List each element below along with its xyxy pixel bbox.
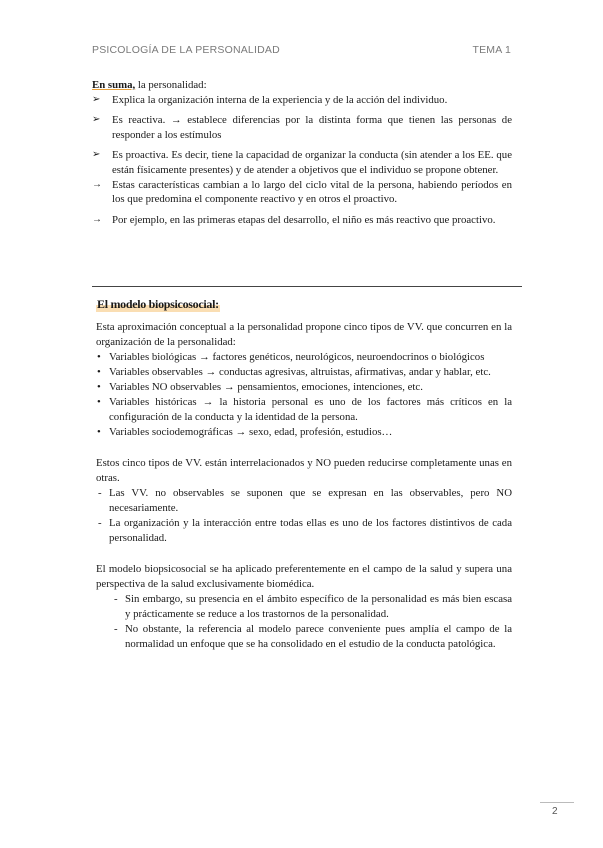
bullet-icon: • [97, 381, 101, 393]
variable-item [96, 395, 512, 425]
bullet-icon: • [97, 396, 101, 408]
section-divider [92, 286, 522, 287]
variable-text: Variables históricas → la historia personal es uno de los factores más críticos en la configuración de la conducta y la identidad de la persona. [109, 396, 512, 423]
summary-title-rest: la personalidad: [135, 79, 207, 91]
dash-icon: - [98, 487, 102, 499]
dash-icon: - [114, 593, 118, 605]
health-paragraph: El modelo biopsicosocial se ha aplicado preferentemente en el campo de la salud y supera una perspectiva de la salud exclusivamente biomédica. [96, 563, 512, 590]
arrow-icon: → [92, 178, 102, 190]
variable-item [96, 425, 512, 440]
summary-item [92, 148, 512, 177]
arrowhead-icon: ➢ [92, 114, 101, 126]
summary-title-bold: En suma, [92, 79, 136, 91]
page-number: 2 [552, 806, 558, 817]
variable-text: Variables NO observables → pensamientos, emociones, intenciones, etc. [109, 381, 423, 393]
section-title: El modelo biopsicosocial: [97, 297, 219, 311]
variable-item [96, 350, 512, 365]
health-item [112, 592, 512, 622]
section-intro: Esta aproximación conceptual a la personalidad propone cinco tipos de VV. que concurren en la organización de la personalidad: [96, 321, 512, 348]
interrelation-item [96, 516, 512, 546]
summary-item-text: Es proactiva. Es decir, tiene la capacidad de organizar la conducta (sin atender a los EE. que están físicamente presentes) y de atender a objetivos que el individuo se propone obtener. [112, 149, 512, 176]
summary-list [92, 93, 512, 228]
page-header [92, 44, 511, 56]
summary-title [92, 78, 512, 93]
health-text: Sin embargo, su presencia en el ámbito específico de la personalidad es más bien escasa y prácticamente se reduce a los trastornos de la personalidad. [125, 593, 512, 620]
interrelation-paragraph: Estos cinco tipos de VV. están interrelacionados y NO pueden reducirse completamente unas en otras. [96, 457, 512, 484]
variable-text: Variables biológicas → factores genéticos, neurológicos, neuroendocrinos o biológicos [109, 351, 485, 363]
health-list [112, 592, 512, 652]
variable-item [96, 380, 512, 395]
summary-item-text: Explica la organización interna de la experiencia y de la acción del individuo. [112, 93, 448, 106]
interrelation-text: Las VV. no observables se suponen que se expresan en las observables, pero NO necesariamente. [109, 487, 512, 514]
dash-icon: - [98, 517, 102, 529]
variables-list [96, 350, 512, 440]
health-text: No obstante, la referencia al modelo parece conveniente pues amplía el campo de la normalidad un enfoque que se ha consolidado en el estudio de la conducta patológica. [125, 623, 512, 650]
bullet-icon: • [97, 351, 101, 363]
arrowhead-icon: ➢ [92, 93, 101, 105]
summary-item-text: Por ejemplo, en las primeras etapas del desarrollo, el niño es más reactivo que proactivo. [112, 213, 496, 226]
interrelation-list [96, 486, 512, 546]
biopsychosocial-section [96, 320, 512, 652]
summary-item [92, 213, 512, 228]
summary-item [92, 93, 512, 108]
variable-text: Variables sociodemográficas → sexo, edad, profesión, estudios… [109, 426, 393, 438]
summary-item [92, 113, 512, 142]
summary-item-text: Es reactiva. → establece diferencias por la distinta forma que tienen las personas de responder a los estímulos [112, 114, 512, 141]
arrowhead-icon: ➢ [92, 149, 101, 161]
bullet-icon: • [97, 366, 101, 378]
header-unit: TEMA 1 [472, 44, 511, 56]
footer-divider [540, 802, 574, 803]
variable-item [96, 365, 512, 380]
variable-text: Variables observables → conductas agresivas, altruistas, afirmativas, andar y hablar, etc. [109, 366, 491, 378]
header-course-title: PSICOLOGÍA DE LA PERSONALIDAD [92, 44, 280, 56]
summary-item-text: Estas características cambian a lo largo del ciclo vital de la persona, habiendo períodos en los que predomina el componente reactivo y en otros el proactivo. [112, 178, 512, 206]
health-item [112, 622, 512, 652]
summary-item [92, 178, 512, 207]
bullet-icon: • [97, 426, 101, 438]
arrow-icon: → [92, 213, 102, 225]
summary-block [92, 78, 512, 227]
dash-icon: - [114, 623, 118, 635]
interrelation-item [96, 486, 512, 516]
interrelation-text: La organización y la interacción entre todas ellas es uno de los factores distintivos de cada personalidad. [109, 517, 512, 544]
